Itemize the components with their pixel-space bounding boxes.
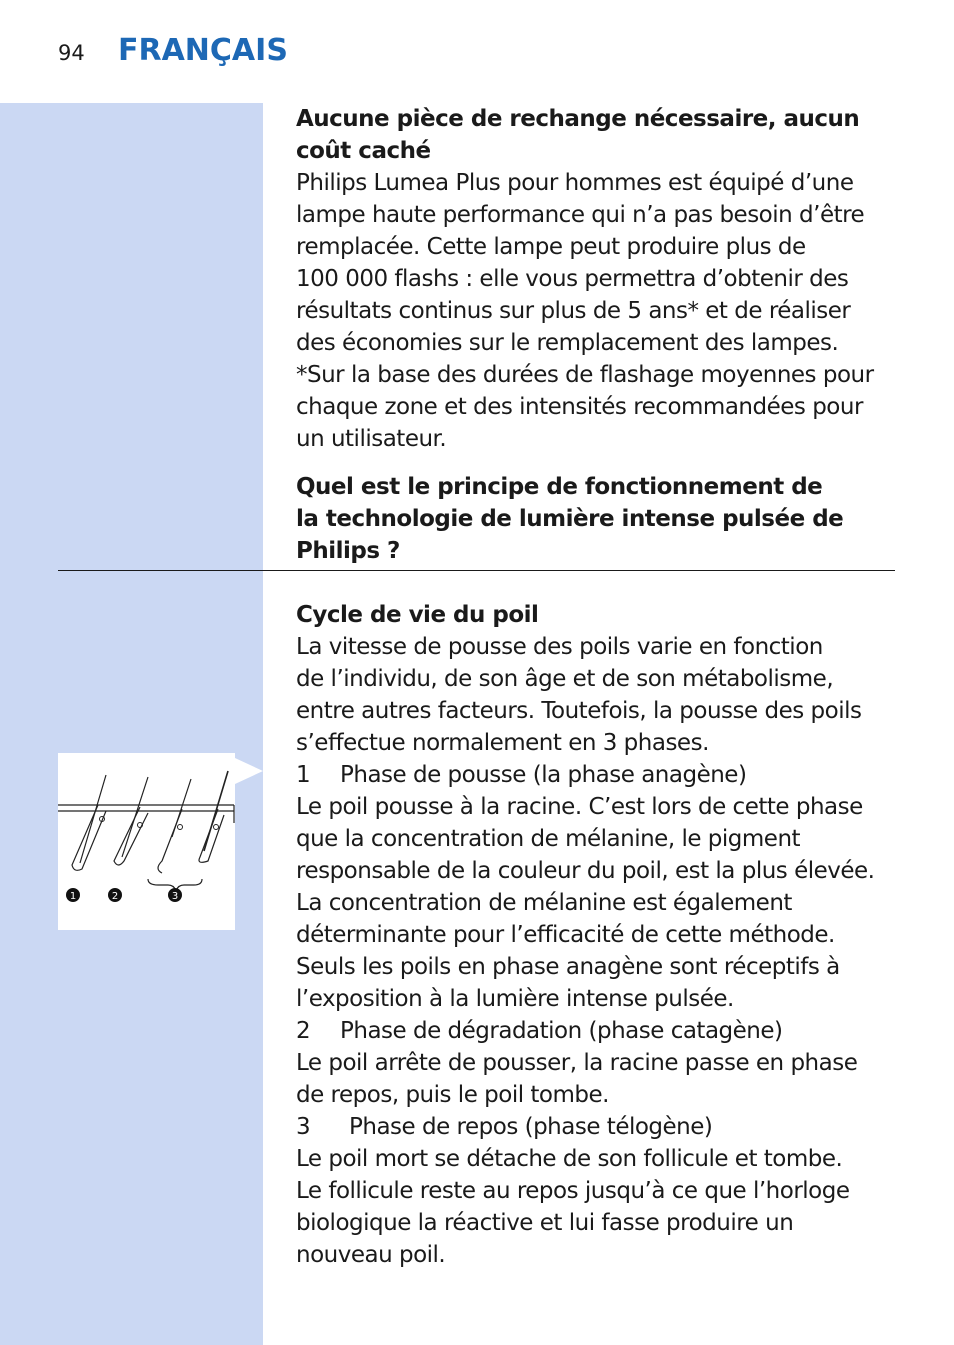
phase-number: 1 (296, 762, 311, 788)
phase-title: Phase de pousse (la phase anagène) (340, 762, 747, 788)
page-number: 94 (58, 41, 85, 65)
body-line: nouveau poil. (296, 1242, 446, 1268)
body-line: Philips Lumea Plus pour hommes est équipé d’une (296, 170, 854, 196)
phase-3-title (296, 1111, 896, 1143)
spare-parts-heading: Aucune pièce de rechange nécessaire, aucun coût caché (296, 106, 860, 164)
principle-heading-line: la technologie de lumière intense pulsée de (296, 506, 844, 532)
label-1: 1 (69, 891, 77, 902)
body-line: de repos, puis le poil tombe. (296, 1082, 609, 1108)
body-line: biologique la réactive et lui fasse produire un (296, 1210, 794, 1236)
hair-cycle-section (296, 599, 896, 1271)
body-line: entre autres facteurs. Toutefois, la pousse des poils (296, 698, 862, 724)
label-2: 2 (111, 891, 119, 902)
phase-title: Phase de repos (phase télogène) (349, 1114, 713, 1140)
body-line: déterminante pour l’efficacité de cette méthode. (296, 922, 835, 948)
hair-cycle-diagram (58, 753, 235, 930)
callout-pointer (235, 758, 263, 784)
body-line: Le poil mort se détache de son follicule et tombe. (296, 1146, 843, 1172)
body-line: Seuls les poils en phase anagène sont réceptifs à (296, 954, 840, 980)
body-line: que la concentration de mélanine, le pigment (296, 826, 801, 852)
principle-heading-line: Philips ? (296, 538, 400, 564)
body-line: chaque zone et des intensités recommandées pour (296, 394, 863, 420)
phase-number: 3 (296, 1114, 311, 1140)
phase-title: Phase de dégradation (phase catagène) (340, 1018, 783, 1044)
hair-telogen-icon (158, 779, 191, 873)
body-line: La vitesse de pousse des poils varie en fonction (296, 634, 823, 660)
label-3: 3 (171, 891, 179, 902)
body-line: Le poil pousse à la racine. C’est lors de cette phase (296, 794, 863, 820)
body-line: s’effectue normalement en 3 phases. (296, 730, 709, 756)
phase-1-title (296, 759, 896, 791)
principle-section (296, 471, 896, 567)
hair-cycle-heading: Cycle de vie du poil (296, 602, 539, 628)
body-line: Le follicule reste au repos jusqu’à ce que l’horloge (296, 1178, 850, 1204)
body-line: remplacée. Cette lampe peut produire plus de (296, 234, 806, 260)
body-line: résultats continus sur plus de 5 ans* et de réaliser (296, 298, 851, 324)
sidebar-band (0, 103, 263, 1345)
body-line: l’exposition à la lumière intense pulsée. (296, 986, 734, 1012)
body-line: lampe haute performance qui n’a pas besoin d’être (296, 202, 865, 228)
body-line: des économies sur le remplacement des lampes. (296, 330, 839, 356)
hair-growth-illustration (58, 753, 235, 930)
body-line: de l’individu, de son âge et de son métabolisme, (296, 666, 834, 692)
body-line: La concentration de mélanine est également (296, 890, 792, 916)
section-divider (58, 570, 895, 571)
hair-anagen-icon (72, 775, 106, 870)
hair-new-growth-icon (199, 771, 228, 862)
spare-parts-section (296, 103, 896, 455)
hair-catagen-icon (114, 777, 148, 865)
section-title: FRANÇAIS (118, 33, 288, 68)
principle-heading-line: Quel est le principe de fonctionnement de (296, 474, 823, 500)
body-line: responsable de la couleur du poil, est la plus élevée. (296, 858, 875, 884)
phase-number: 2 (296, 1018, 311, 1044)
body-line: un utilisateur. (296, 426, 447, 452)
phase-2-title (296, 1015, 896, 1047)
body-line: 100 000 flashs : elle vous permettra d’obtenir des (296, 266, 849, 292)
body-line: *Sur la base des durées de flashage moyennes pour (296, 362, 874, 388)
body-line: Le poil arrête de pousser, la racine passe en phase (296, 1050, 858, 1076)
